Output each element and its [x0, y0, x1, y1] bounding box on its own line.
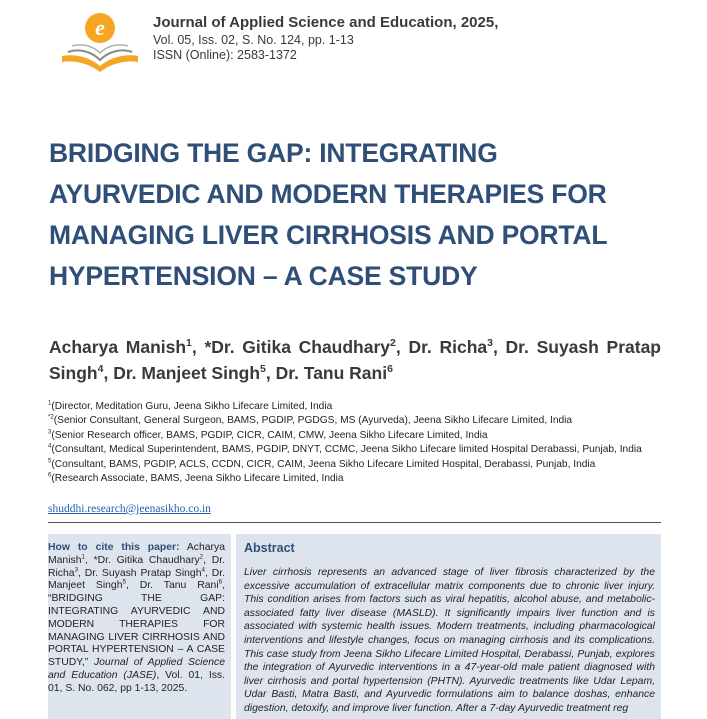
author-1: Acharya Manish$^1$,	[49, 337, 205, 357]
title-line-4: HYPERTENSION – A CASE STUDY	[49, 261, 478, 291]
issn-line: ISSN (Online): 2583-1372	[153, 48, 297, 63]
affiliation-5: $^5$(Consultant, BAMS, PGDIP, ACLS, CCDN, CICR, CAIM, Jeena Sikho Lifecare Limited Hospital, Derabassi, Punjab, India	[48, 457, 596, 470]
logo-book-left-page	[62, 55, 100, 72]
journal-logo	[58, 8, 138, 76]
affiliation-6: $^6$(Research Associate, BAMS, Jeena Sikho Lifecare Limited, India	[48, 472, 344, 485]
author-list	[49, 334, 661, 386]
correspondence-email-link[interactable]: shuddhi.research@jeenasikho.co.in	[48, 503, 211, 515]
affiliation-2: $^{*2}$(Senior Consultant, General Surgeon, BAMS, PGDIP, PGDGS, MS (Ayurveda), Jeena Sikho Lifecare Limited, India	[48, 414, 573, 427]
affiliation-4: $^4$(Consultant, Medical Superintendent, BAMS, PGDIP, DNYT, CCMC, Jeena Sikho Lifecare limited Hospital Derabassi, Punjab, India	[48, 443, 642, 456]
citation-author-2: *Dr. Gitika Chaudhary$^2$,	[93, 553, 212, 566]
citation-author-6: Dr. Tanu Rani$^6$,	[139, 578, 225, 592]
citation-author-4: Dr. Suyash Pratap Singh$^4$,	[84, 566, 212, 579]
citation-label: How to cite this paper:	[48, 542, 180, 553]
paper-title	[49, 133, 669, 297]
affiliation-1: $^1$(Director, Meditation Guru, Jeena Sikho Lifecare Limited, India	[48, 400, 333, 412]
citation-title: “BRIDGING THE GAP: INTEGRATING AYURVEDIC AND MODERN THERAPIES FOR MANAGING LIVER CIRRHOSIS AND PORTAL HYPERTENSION – A CASE STUDY,”	[48, 593, 225, 669]
citation-journal: Journal of Applied Science and Education (JASE)	[48, 657, 225, 681]
title-line-2: AYURVEDIC AND MODERN THERAPIES FOR	[49, 179, 607, 209]
citation-author-1: Acharya Manish$^1$,	[48, 542, 225, 566]
title-line-3: MANAGING LIVER CIRRHOSIS AND PORTAL	[49, 220, 608, 250]
journal-info	[153, 14, 498, 64]
logo-letter: e	[95, 15, 105, 40]
volume-line: Vol. 05, Iss. 02, S. No. 124, pp. 1-13	[153, 32, 354, 47]
author-4: Dr. Suyash Pratap Singh$^4$,	[49, 337, 661, 383]
affiliation-3: $^3$(Senior Research officer, BAMS, PGDIP, CICR, CAIM, CMW, Jeena Sikho Lifecare Limited, India	[48, 428, 488, 441]
logo-book-inner-page	[72, 45, 128, 53]
citation-box	[48, 534, 231, 719]
author-6: Dr. Tanu Rani$^6$	[275, 363, 393, 383]
author-3: Dr. Richa$^3$,	[408, 337, 506, 357]
abstract-box	[236, 534, 661, 719]
citation-text	[48, 542, 231, 696]
logo-book-right-page	[100, 55, 138, 72]
author-2: *Dr. Gitika Chaudhary$^2$,	[204, 337, 409, 357]
abstract-text: Liver cirrhosis represents an advanced stage of liver fibrosis characterized by the excessive accumulation of extracellular matrix components due to chronic liver injury. This condition arises from factors such as viral hepatitis, alcohol abuse, and metabolic-associated fatty liver disease (MASLD). It significantly impairs liver function and is associated with systemic health issues. Modern treatments, including pharmacological interventions and lifestyle changes, focus on managing cirrhosis and its complications. This case study from Jeena Sikho Lifecare Limited Hospital, Derabassi, Punjab, explores the integration of Ayurvedic interventions in a 47-year-old male patient diagnosed with liver cirrhosis and portal hypertension (PHTN). Ayurvedic treatments like Udar Lepam, Udar Basti, Matra Basti, and Ayurvedic formulations aim to balance doshas, enhance digestion, detoxify, and improve liver function. After a 7-day Ayurvedic treatment reg	[244, 567, 655, 714]
citation-details: , Vol. 01, Iss. 01, S. No. 062, pp 1-13, 2025.	[48, 669, 225, 694]
abstract-heading: Abstract	[244, 541, 295, 555]
affiliation-list	[48, 400, 660, 486]
citation-author-5: Dr. Manjeet Singh$^5$,	[48, 567, 225, 592]
section-divider	[48, 522, 661, 523]
citation-author-3: Dr. Richa$^3$,	[48, 554, 226, 579]
journal-name: Journal of Applied Science and Education, 2025,	[153, 14, 499, 31]
title-line-1: BRIDGING THE GAP: INTEGRATING	[49, 138, 498, 168]
author-5: Dr. Manjeet Singh$^5$,	[113, 363, 276, 383]
open-book-e-logo-icon	[58, 8, 138, 76]
